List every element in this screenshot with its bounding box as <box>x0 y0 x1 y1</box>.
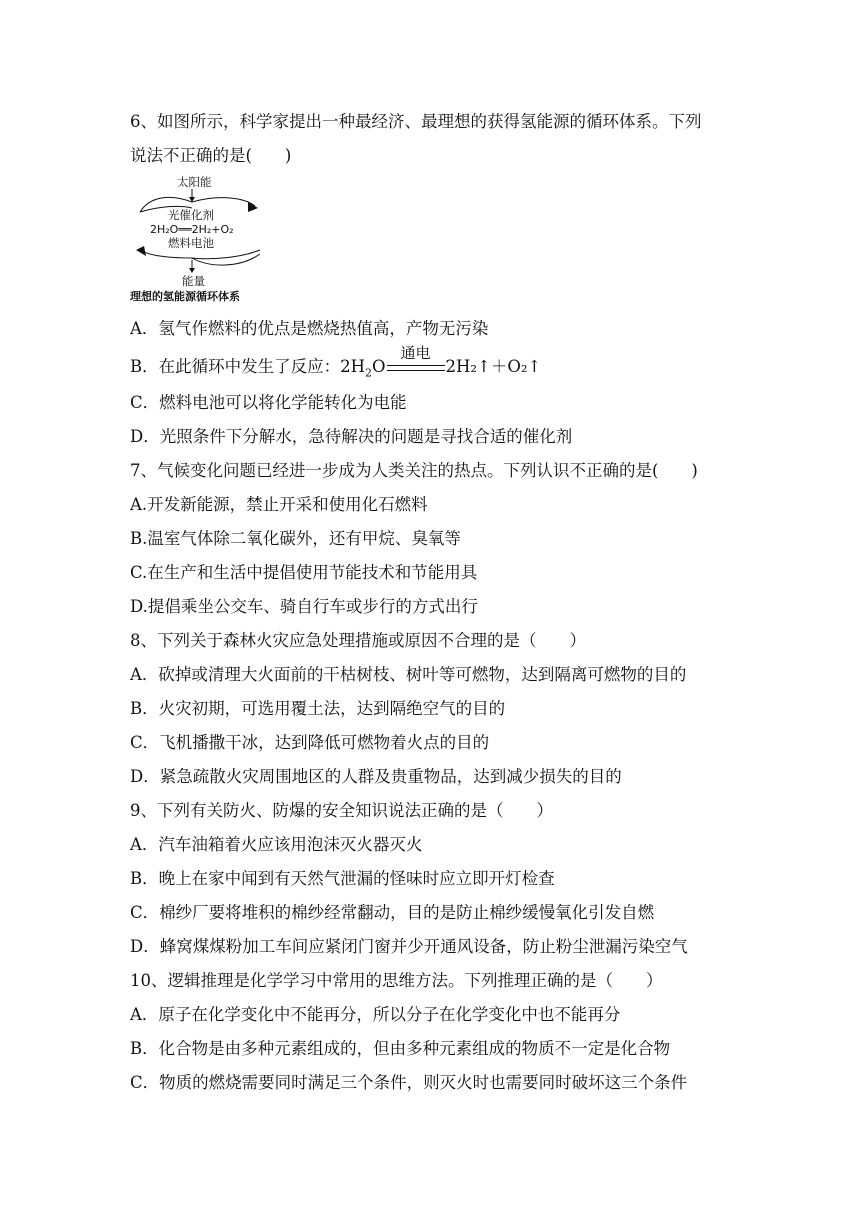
q6-option-d: D．光照条件下分解水，急待解决的问题是寻找合适的催化剂 <box>130 427 573 446</box>
q7-option-b: B.温室气体除二氧化碳外，还有甲烷、臭氧等 <box>130 529 461 548</box>
q6-option-b-prefix: B．在此循环中发生了反应：2H <box>130 357 366 376</box>
q8-option-a: A．砍掉或清理大火面前的干枯树枝、树叶等可燃物，达到隔离可燃物的目的 <box>130 665 687 684</box>
q9-option-d: D．蜂窝煤煤粉加工车间应紧闭门窗并少开通风设备，防止粉尘泄漏污染空气 <box>130 937 688 956</box>
diagram-equation: 2H₂O══2H₂+O₂ <box>150 223 234 236</box>
q10-stem: 10、逻辑推理是化学学习中常用的思维方法。下列推理正确的是（ ） <box>130 971 663 990</box>
q6-stem-line2: 说法不正确的是( ) <box>130 146 292 165</box>
q7-option-d: D.提倡乘坐公交车、骑自行车或步行的方式出行 <box>130 597 478 616</box>
q10-option-b: B．化合物是由多种元素组成的，但由多种元素组成的物质不一定是化合物 <box>130 1039 671 1058</box>
q8-stem: 8、下列关于森林火灾应急处理措施或原因不合理的是（ ） <box>130 631 586 650</box>
q7-option-c: C.在生产和生活中提倡使用节能技术和节能用具 <box>130 563 478 582</box>
reaction-condition-label: 通电 <box>400 344 431 362</box>
diagram-top-label: 太阳能 <box>177 175 212 189</box>
equal-sign-bar <box>387 365 445 371</box>
q9-option-c: C．棉纱厂要将堆积的棉纱经常翻动，目的是防止棉纱缓慢氧化引发自燃 <box>130 903 655 922</box>
hydrogen-cycle-diagram <box>130 172 290 302</box>
diagram-bottom-label: 能量 <box>182 274 205 288</box>
q6-option-c: C．燃料电池可以将化学能转化为电能 <box>130 393 407 412</box>
q6-option-b: B．在此循环中发生了反应：$2H_2O$ 通电 2H₂↑＋O₂↑ <box>130 344 542 380</box>
q7-stem: 7、气候变化问题已经进一步成为人类关注的热点。下列认识不正确的是( ) <box>130 461 698 480</box>
q10-option-c: C．物质的燃烧需要同时满足三个条件，则灭火时也需要同时破坏这三个条件 <box>130 1073 688 1092</box>
q9-stem: 9、下列有关防火、防爆的安全知识说法正确的是（ ） <box>130 801 553 820</box>
q8-option-b: B．火灾初期，可选用覆土法，达到隔绝空气的目的 <box>130 699 506 718</box>
q6-stem-line1: 6、如图所示，科学家提出一种最经济、最理想的获得氢能源的循环体系。下列 <box>130 112 702 131</box>
q6-option-a: A．氢气作燃料的优点是燃烧热值高，产物无污染 <box>130 319 489 338</box>
diagram-caption: 理想的氢能源循环体系 <box>130 290 240 302</box>
reaction-condition <box>386 344 446 378</box>
q8-option-d: D．紧急疏散火灾周围地区的人群及贵重物品，达到减少损失的目的 <box>130 767 622 786</box>
q7-option-a: A.开发新能源，禁止开采和使用化石燃料 <box>130 495 428 514</box>
diagram-catalyst-label: 光催化剂 <box>168 208 214 222</box>
diagram-cell-label: 燃料电池 <box>168 236 214 250</box>
q9-option-b: B．晚上在家中闻到有天然气泄漏的怪味时应立即开灯检查 <box>130 869 555 888</box>
q8-option-c: C．飞机播撒干冰，达到降低可燃物着火点的目的 <box>130 733 490 752</box>
q6-option-b-suffix: 2H₂↑＋O₂↑ <box>445 357 542 376</box>
q10-option-a: A．原子在化学变化中不能再分，所以分子在化学变化中也不能再分 <box>130 1005 621 1024</box>
q9-option-a: A．汽车油箱着火应该用泡沫灭火器灭火 <box>130 835 423 854</box>
